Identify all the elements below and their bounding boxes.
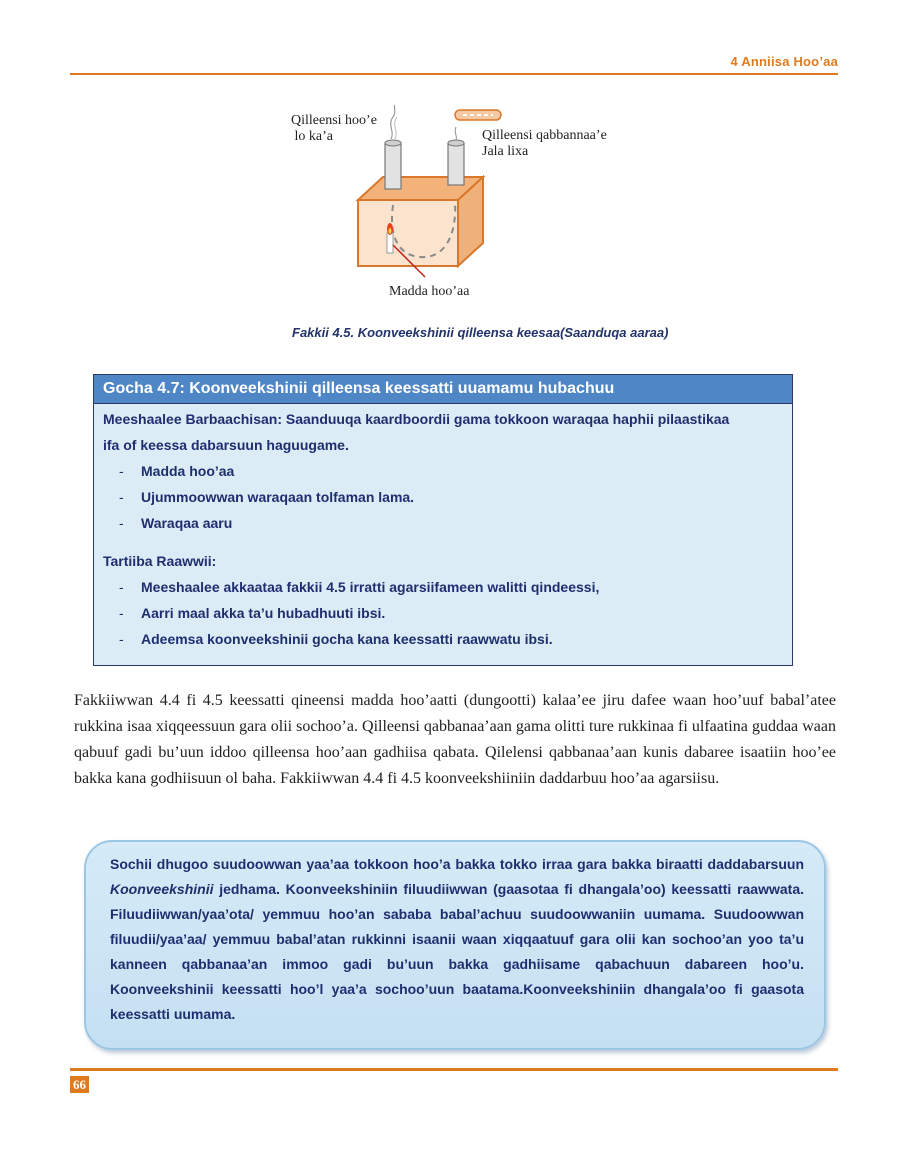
- list-item: - Ujummoowwan waraqaan tolfaman lama.: [119, 489, 415, 505]
- header-divider: [70, 73, 838, 75]
- activity-title: Gocha 4.7: Koonveekshinii qilleensa keessatti uuamamu hubachuu: [94, 375, 792, 404]
- chapter-title: 4 Anniisa Hoo’aa: [730, 54, 838, 69]
- list-item: - Aarri maal akka ta’u hubadhuuti ibsi.: [119, 605, 386, 621]
- cold-air-label: Qilleensi qabbannaa’e Jala lixa: [482, 128, 607, 159]
- list-item: - Meeshaalee akkaataa fakkii 4.5 irratti agarsiifameen walitti qindeessi,: [119, 579, 600, 595]
- heat-source-label: Madda hoo’aa: [389, 284, 470, 299]
- footer-divider: [70, 1068, 838, 1071]
- note-text: Sochii dhugoo suudoowwan yaa’aa tokkoon hoo’a bakka tokko irraa gara bakka biraatti daddabarsuun Koonveekshinii jedhama. Koonveekshiniin filuudiiwwan (gaasotaa fi dhangala’oo) keessatti raawwata. Filuudiiwwan/yaa’ota/ yemmuu hoo’an sababa babal’achuu suudoowwaniin uumama. Suudoowwan filuudii/yaa’aa/ yemmuu babal’atan rukkinni isaanii waan xiqqaatuuf gara olii kan sochoo’an yoo ta’u kanneen qabbanaa’an immoo gadi bu’uun bakka gadhiisame qabachuun dabareen hoo’u. Koonveekshinii keessatti hoo’l yaa’a sochoo’uun baatama.Koonveekshiniin dhangala’oo fi gaasota keessatti uumama.: [110, 856, 804, 1022]
- list-item: - Madda hoo’aa: [119, 463, 235, 479]
- activity-body: [94, 404, 792, 654]
- definition-note: [84, 840, 826, 1050]
- page-number: 66: [70, 1076, 89, 1093]
- figure-caption: Fakkii 4.5. Koonveekshinii qilleensa keesaa(Saanduqa aaraa): [292, 325, 669, 340]
- hot-air-label: Qilleensi hoo’e lo ka’a: [291, 113, 377, 144]
- body-paragraph: Fakkiiwwan 4.4 fi 4.5 keessatti qineensi madda hoo’aatti (dungootti) kalaa’ee jiru dafee waan hoo’uuf babal’atee rukkina isaa xiqqeessuun gara olii sochoo’a. Qilleensi qabbanaa’aan gama olitti ture rukkinaa fi ulfaatina guddaa waan qabuuf gadi bu’uun iddoo qilleensa hoo’aan gadhiisa qabata. Qilelensi qabbanaa’aan kunis dabaree isaatiin hoo’ee bakka kana godhiisuun ol baha. Fakkiiwwan 4.4 fi 4.5 koonveekshiiniin daddarbuu hoo’aa agarsiisu.: [74, 692, 836, 787]
- materials-line: Meeshaalee Barbaachisan: Saanduuqa kaardboordii gama tokkoon waraqaa haphii pilaastikaa: [103, 411, 730, 427]
- key-term: Koonveekshinii: [110, 881, 214, 897]
- convection-box-figure: [285, 105, 625, 305]
- list-item: - Adeemsa koonveekshinii gocha kana keessatti raawwatu ibsi.: [119, 631, 553, 647]
- activity-box: [93, 374, 793, 666]
- list-item: - Waraqaa aaru: [119, 515, 233, 531]
- materials-line: ifa of keessa dabarsuun haguugame.: [103, 437, 349, 453]
- procedure-heading: Tartiiba Raawwii:: [103, 553, 217, 569]
